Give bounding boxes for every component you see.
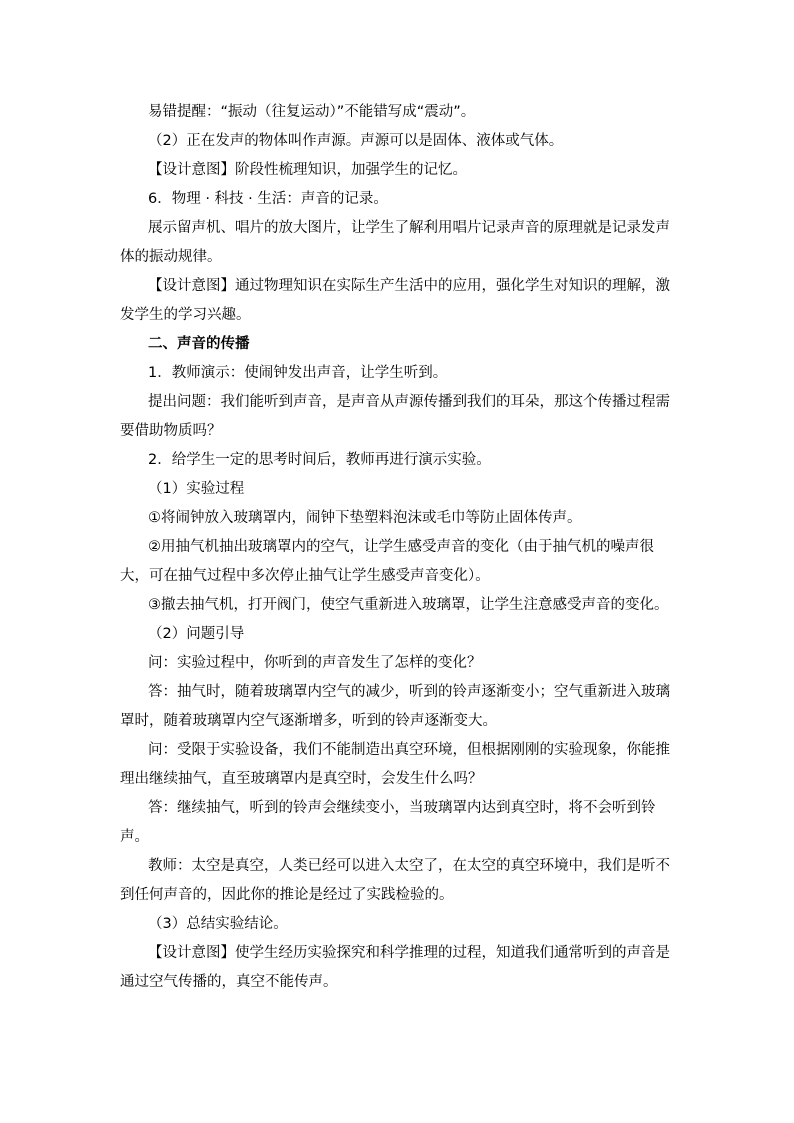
question-paragraph: 提出问题：我们能听到声音，是声音从声源传播到我们的耳朵，那这个传播过程需要借助物质吗？ xyxy=(120,394,670,439)
thinking-time-paragraph: 2．给学生一定的思考时间后，教师再进行演示实验。 xyxy=(148,452,491,468)
question-1: 问：实验过程中，你听到的声音发生了怎样的变化？ xyxy=(148,655,482,671)
experiment-step-1: ①将闹钟放入玻璃罩内，闹钟下垫塑料泡沫或毛巾等防止固体传声。 xyxy=(148,510,582,526)
physics-tech-life-heading: 6．物理 · 科技 · 生活：声音的记录。 xyxy=(148,191,388,207)
answer-2: 答：继续抽气，听到的铃声会继续变小，当玻璃罩内达到真空时，将不会听到铃声。 xyxy=(120,800,656,845)
conclusion-heading: （3）总结实验结论。 xyxy=(148,916,288,932)
experiment-process-heading: （1）实验过程 xyxy=(148,481,245,497)
error-reminder-paragraph: 易错提醒：“振动（往复运动）”不能错写成“震动”。 xyxy=(148,104,476,120)
section-heading-sound-propagation: 二、声音的传播 xyxy=(148,336,250,352)
sound-source-paragraph: （2）正在发声的物体叫作声源。声源可以是固体、液体或气体。 xyxy=(148,133,564,149)
document-body xyxy=(120,98,680,997)
teacher-explanation: 教师：太空是真空，人类已经可以进入太空了，在太空的真空环境中，我们是听不到任何声音的，因此你的推论是经过了实践检验的。 xyxy=(120,858,670,903)
question-guide-heading: （2）问题引导 xyxy=(148,626,245,642)
answer-1: 答：抽气时，随着玻璃罩内空气的减少，听到的铃声逐渐变小；空气重新进入玻璃罩时，随着玻璃罩内空气逐渐增多，听到的铃声逐渐变大。 xyxy=(120,684,670,729)
experiment-step-2: ②用抽气机抽出玻璃罩内的空气，让学生感受声音的变化（由于抽气机的噪声很大，可在抽气过程中多次停止抽气让学生感受声音变化）。 xyxy=(120,539,654,584)
experiment-step-3: ③撤去抽气机，打开阀门，使空气重新进入玻璃罩，让学生注意感受声音的变化。 xyxy=(148,597,669,613)
question-2: 问：受限于实验设备，我们不能制造出真空环境，但根据刚刚的实验现象，你能推理出继续抽气，直至玻璃罩内是真空时，会发生什么吗？ xyxy=(120,742,670,787)
design-intent-paragraph: 【设计意图】阶段性梳理知识，加强学生的记忆。 xyxy=(148,162,467,178)
teacher-demo-paragraph: 1．教师演示：使闹钟发出声音，让学生听到。 xyxy=(148,365,448,381)
design-intent-paragraph: 【设计意图】通过物理知识在实际生产生活中的应用，强化学生对知识的理解，激发学生的学习兴趣。 xyxy=(120,278,670,323)
phonograph-paragraph: 展示留声机、唱片的放大图片，让学生了解利用唱片记录声音的原理就是记录发声体的振动规律。 xyxy=(120,220,670,265)
design-intent-paragraph: 【设计意图】使学生经历实验探究和科学推理的过程，知道我们通常听到的声音是通过空气传播的，真空不能传声。 xyxy=(120,945,670,990)
